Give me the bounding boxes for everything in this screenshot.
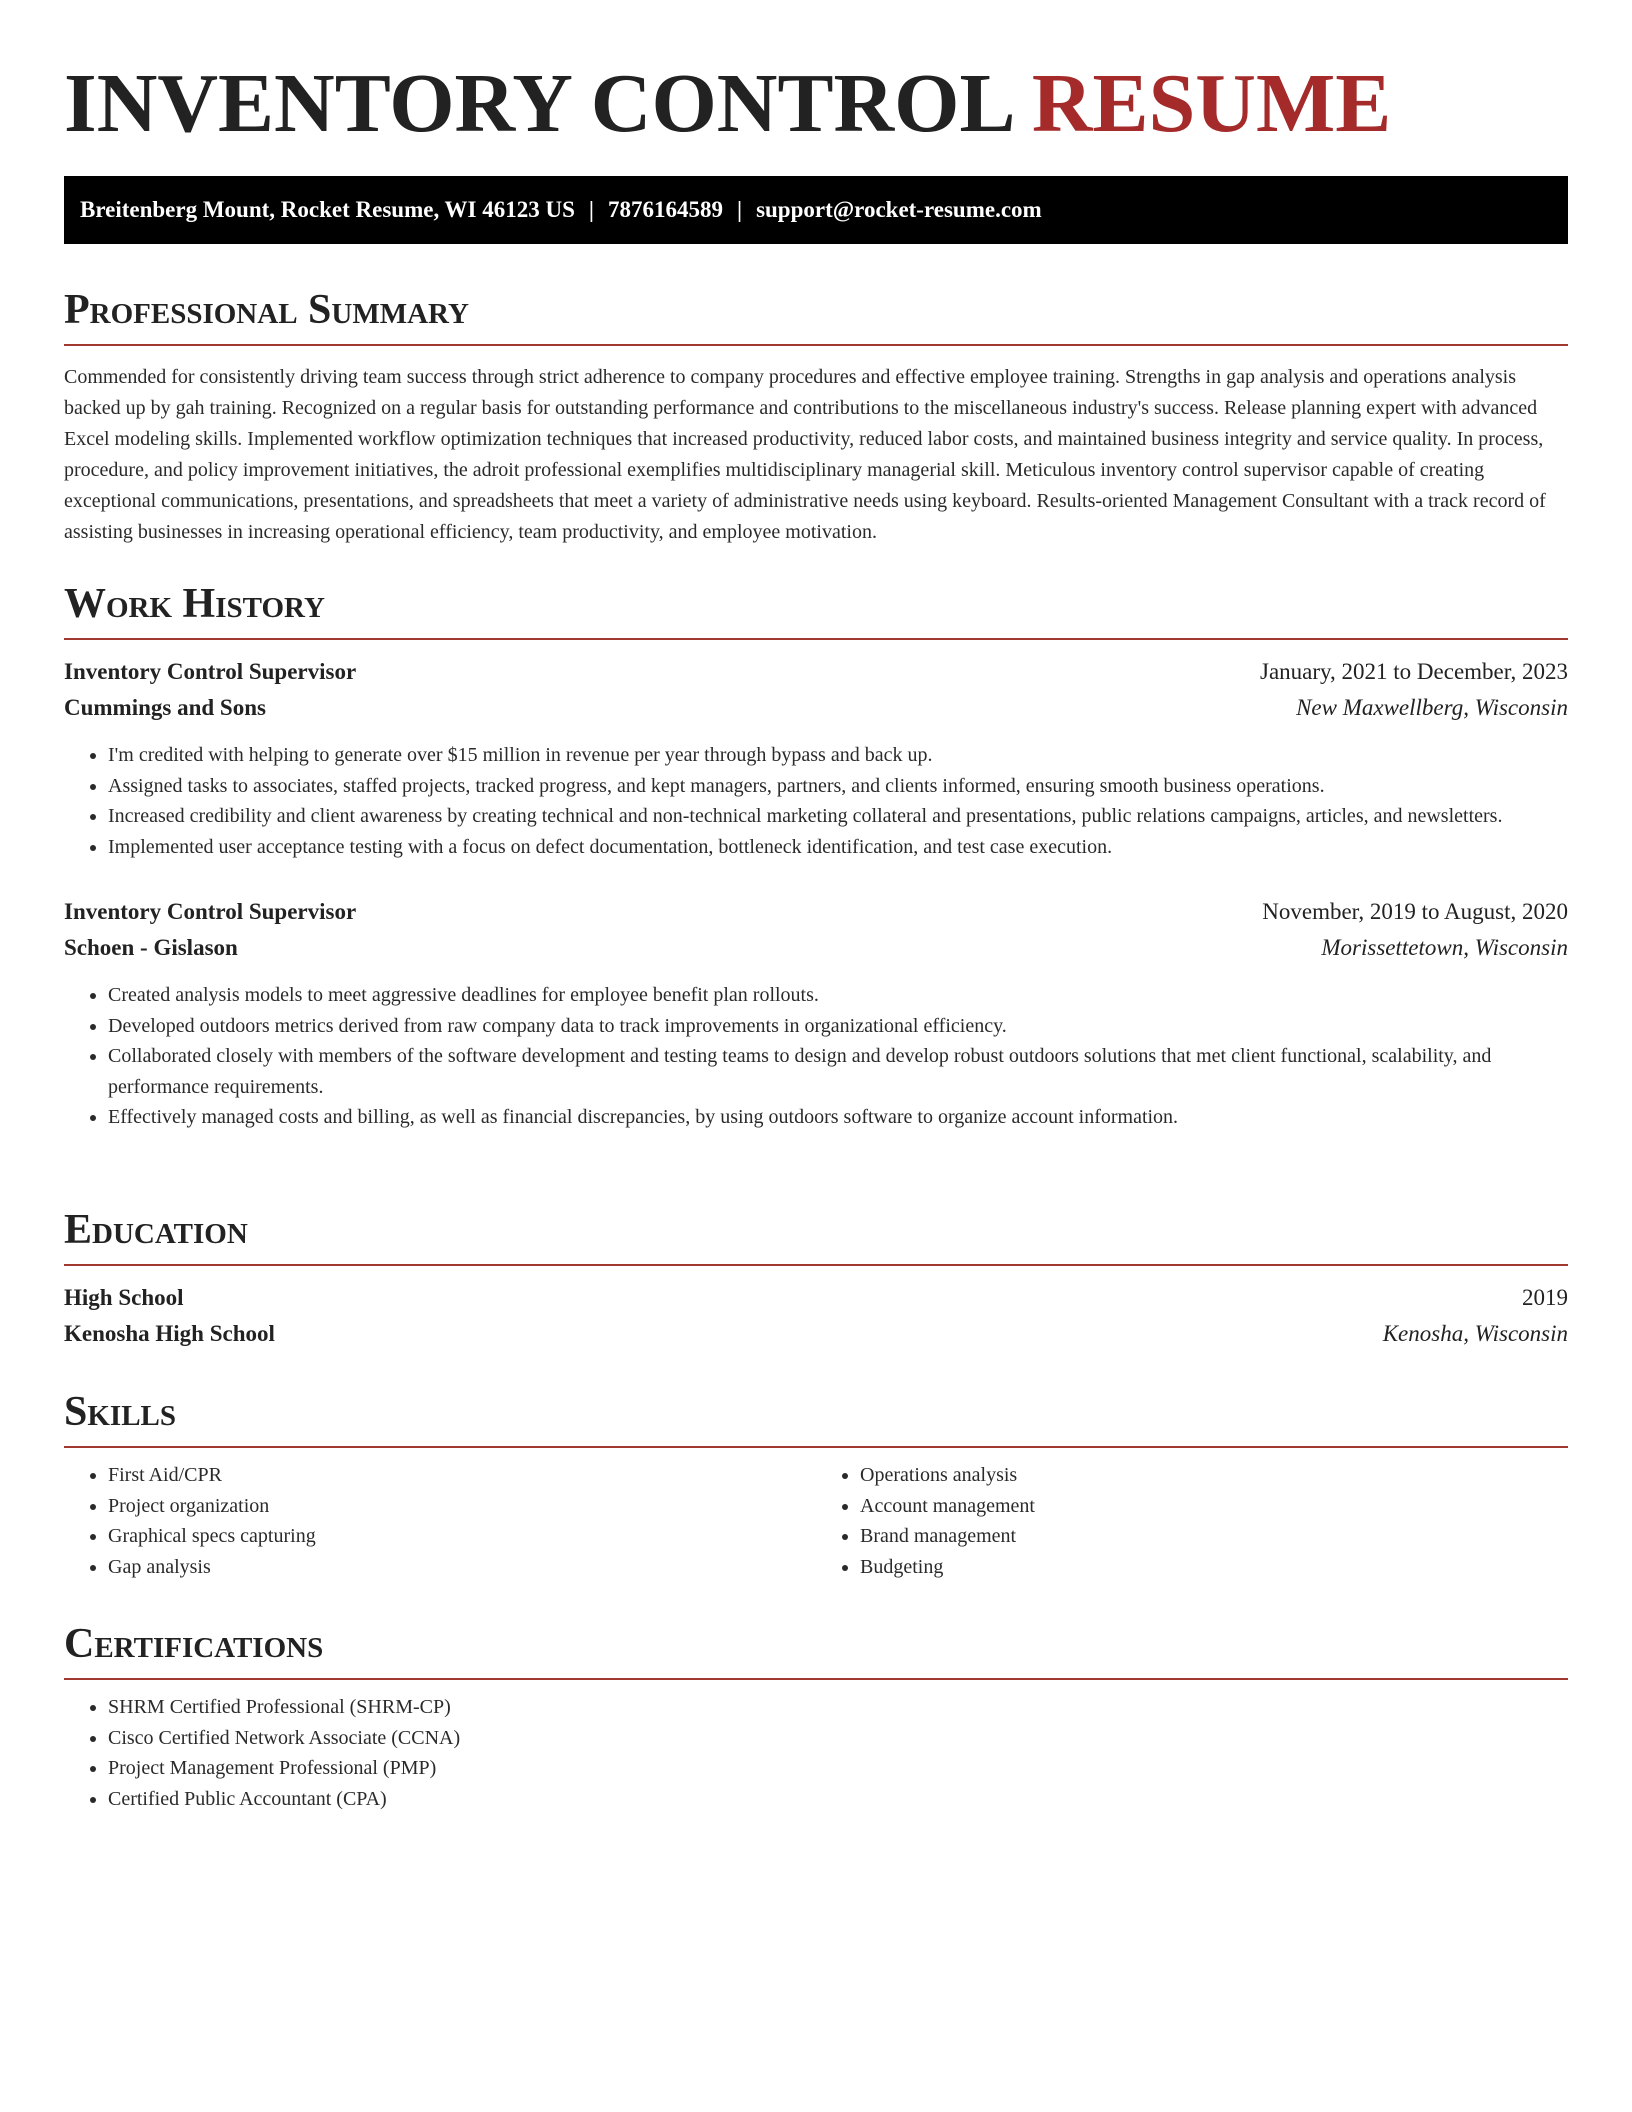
education-entry [64, 1280, 1568, 1352]
contact-separator: | [736, 197, 743, 222]
list-item: • Assigned tasks to associates, staffed projects, tracked progress, and kept managers, partners, and clients informed, ensuring smooth business operations. [108, 771, 1568, 802]
list-item: • SHRM Certified Professional (SHRM-CP) [108, 1692, 1568, 1723]
work-history-section [64, 578, 1568, 1133]
education-location: Kenosha, Wisconsin [1382, 1321, 1568, 1346]
education-school-row [64, 1316, 1568, 1352]
list-item: • Budgeting [860, 1552, 1568, 1583]
job-role: Inventory Control Supervisor [64, 659, 357, 684]
list-item: • Developed outdoors metrics derived from raw company data to track improvements in organizational efficiency. [108, 1011, 1568, 1042]
contact-bar [64, 176, 1568, 244]
section-divider [64, 1678, 1568, 1680]
job-header-row [64, 894, 1568, 930]
job-location: New Maxwellberg, Wisconsin [1296, 695, 1568, 720]
section-divider [64, 1446, 1568, 1448]
job-location: Morissettetown, Wisconsin [1321, 935, 1568, 960]
list-item: • Certified Public Accountant (CPA) [108, 1784, 1568, 1815]
job-bullets [64, 980, 1568, 1133]
contact-address: Breitenberg Mount, Rocket Resume, WI 46123 US [80, 197, 575, 222]
contact-email: support@rocket-resume.com [756, 197, 1042, 222]
education-degree: High School [64, 1285, 184, 1310]
job-company-row [64, 930, 1568, 966]
job-dates: January, 2021 to December, 2023 [1260, 659, 1568, 684]
list-item: • Operations analysis [860, 1460, 1568, 1491]
list-item: • First Aid/CPR [108, 1460, 816, 1491]
title-part-2: RESUME [1031, 57, 1392, 150]
list-item: • Project Management Professional (PMP) [108, 1753, 1568, 1784]
education-section [64, 1204, 1568, 1352]
section-divider [64, 344, 1568, 346]
list-item: • Account management [860, 1491, 1568, 1522]
section-title: Certifications [64, 1621, 324, 1667]
summary-section [64, 284, 1568, 548]
list-item: • Graphical specs capturing [108, 1521, 816, 1552]
section-title: Education [64, 1207, 248, 1253]
skills-columns [64, 1460, 1568, 1582]
job-header-row [64, 654, 1568, 690]
list-item: • Cisco Certified Network Associate (CCNA) [108, 1723, 1568, 1754]
list-item: • Collaborated closely with members of the software development and testing teams to design and develop robust outdoors solutions that met client functional, scalability, and performance requirements. [108, 1041, 1568, 1102]
list-item: • Project organization [108, 1491, 816, 1522]
job-entry [64, 654, 1568, 862]
skills-list-right [816, 1460, 1568, 1582]
list-item: • I'm credited with helping to generate over $15 million in revenue per year through bypass and back up. [108, 740, 1568, 771]
resume-title [64, 56, 1568, 166]
job-role: Inventory Control Supervisor [64, 899, 357, 924]
contact-phone: 7876164589 [607, 197, 723, 222]
list-item: • Gap analysis [108, 1552, 816, 1583]
job-company: Schoen - Gislason [64, 935, 238, 960]
education-school: Kenosha High School [64, 1321, 275, 1346]
job-dates: November, 2019 to August, 2020 [1262, 899, 1568, 924]
list-item: • Created analysis models to meet aggressive deadlines for employee benefit plan rollouts. [108, 980, 1568, 1011]
job-bullets [64, 740, 1568, 862]
certifications-section [64, 1618, 1568, 1814]
contact-separator: | [588, 197, 594, 222]
summary-text: Commended for consistently driving team success through strict adherence to company procedures and effective employee training. Strengths in gap analysis and operations analysis backed up by gah training. Recognized on a regular basis for outstanding performance and contributions to the miscellaneous industry's success. Release planning expert with advanced Excel modeling skills. Implemented workflow optimization techniques that increased productivity, reduced labor costs, and maintained business integrity and service quality. In process, procedure, and policy improvement initiatives, the adroit professional exemplifies multidisciplinary managerial skill. Meticulous inventory control supervisor capable of creating exceptional communications, presentations, and spreadsheets that meet a variety of administrative needs using keyboard. Results-oriented Management Consultant with a track record of assisting businesses in increasing operational efficiency, team productivity, and employee motivation. [64, 366, 1546, 543]
section-divider [64, 1264, 1568, 1266]
skills-list-left [64, 1460, 816, 1582]
section-title: Work History [64, 581, 325, 627]
job-entry [64, 894, 1568, 1133]
title-part-1: INVENTORY CONTROL [64, 57, 1011, 150]
list-item: • Implemented user acceptance testing with a focus on defect documentation, bottleneck identification, and test case execution. [108, 832, 1568, 863]
certifications-list [64, 1692, 1568, 1814]
list-item: • Effectively managed costs and billing, as well as financial discrepancies, by using outdoors software to organize account information. [108, 1102, 1568, 1133]
section-title: Professional Summary [64, 287, 469, 333]
education-year: 2019 [1522, 1285, 1568, 1310]
job-company-row [64, 690, 1568, 726]
education-header-row [64, 1280, 1568, 1316]
section-divider [64, 638, 1568, 640]
list-item: • Increased credibility and client awareness by creating technical and non-technical marketing collateral and presentations, public relations campaigns, articles, and newsletters. [108, 801, 1568, 832]
resume-page [64, 0, 1568, 1810]
list-item: • Brand management [860, 1521, 1568, 1552]
section-title: Skills [64, 1389, 177, 1435]
skills-section [64, 1386, 1568, 1582]
job-company: Cummings and Sons [64, 695, 266, 720]
